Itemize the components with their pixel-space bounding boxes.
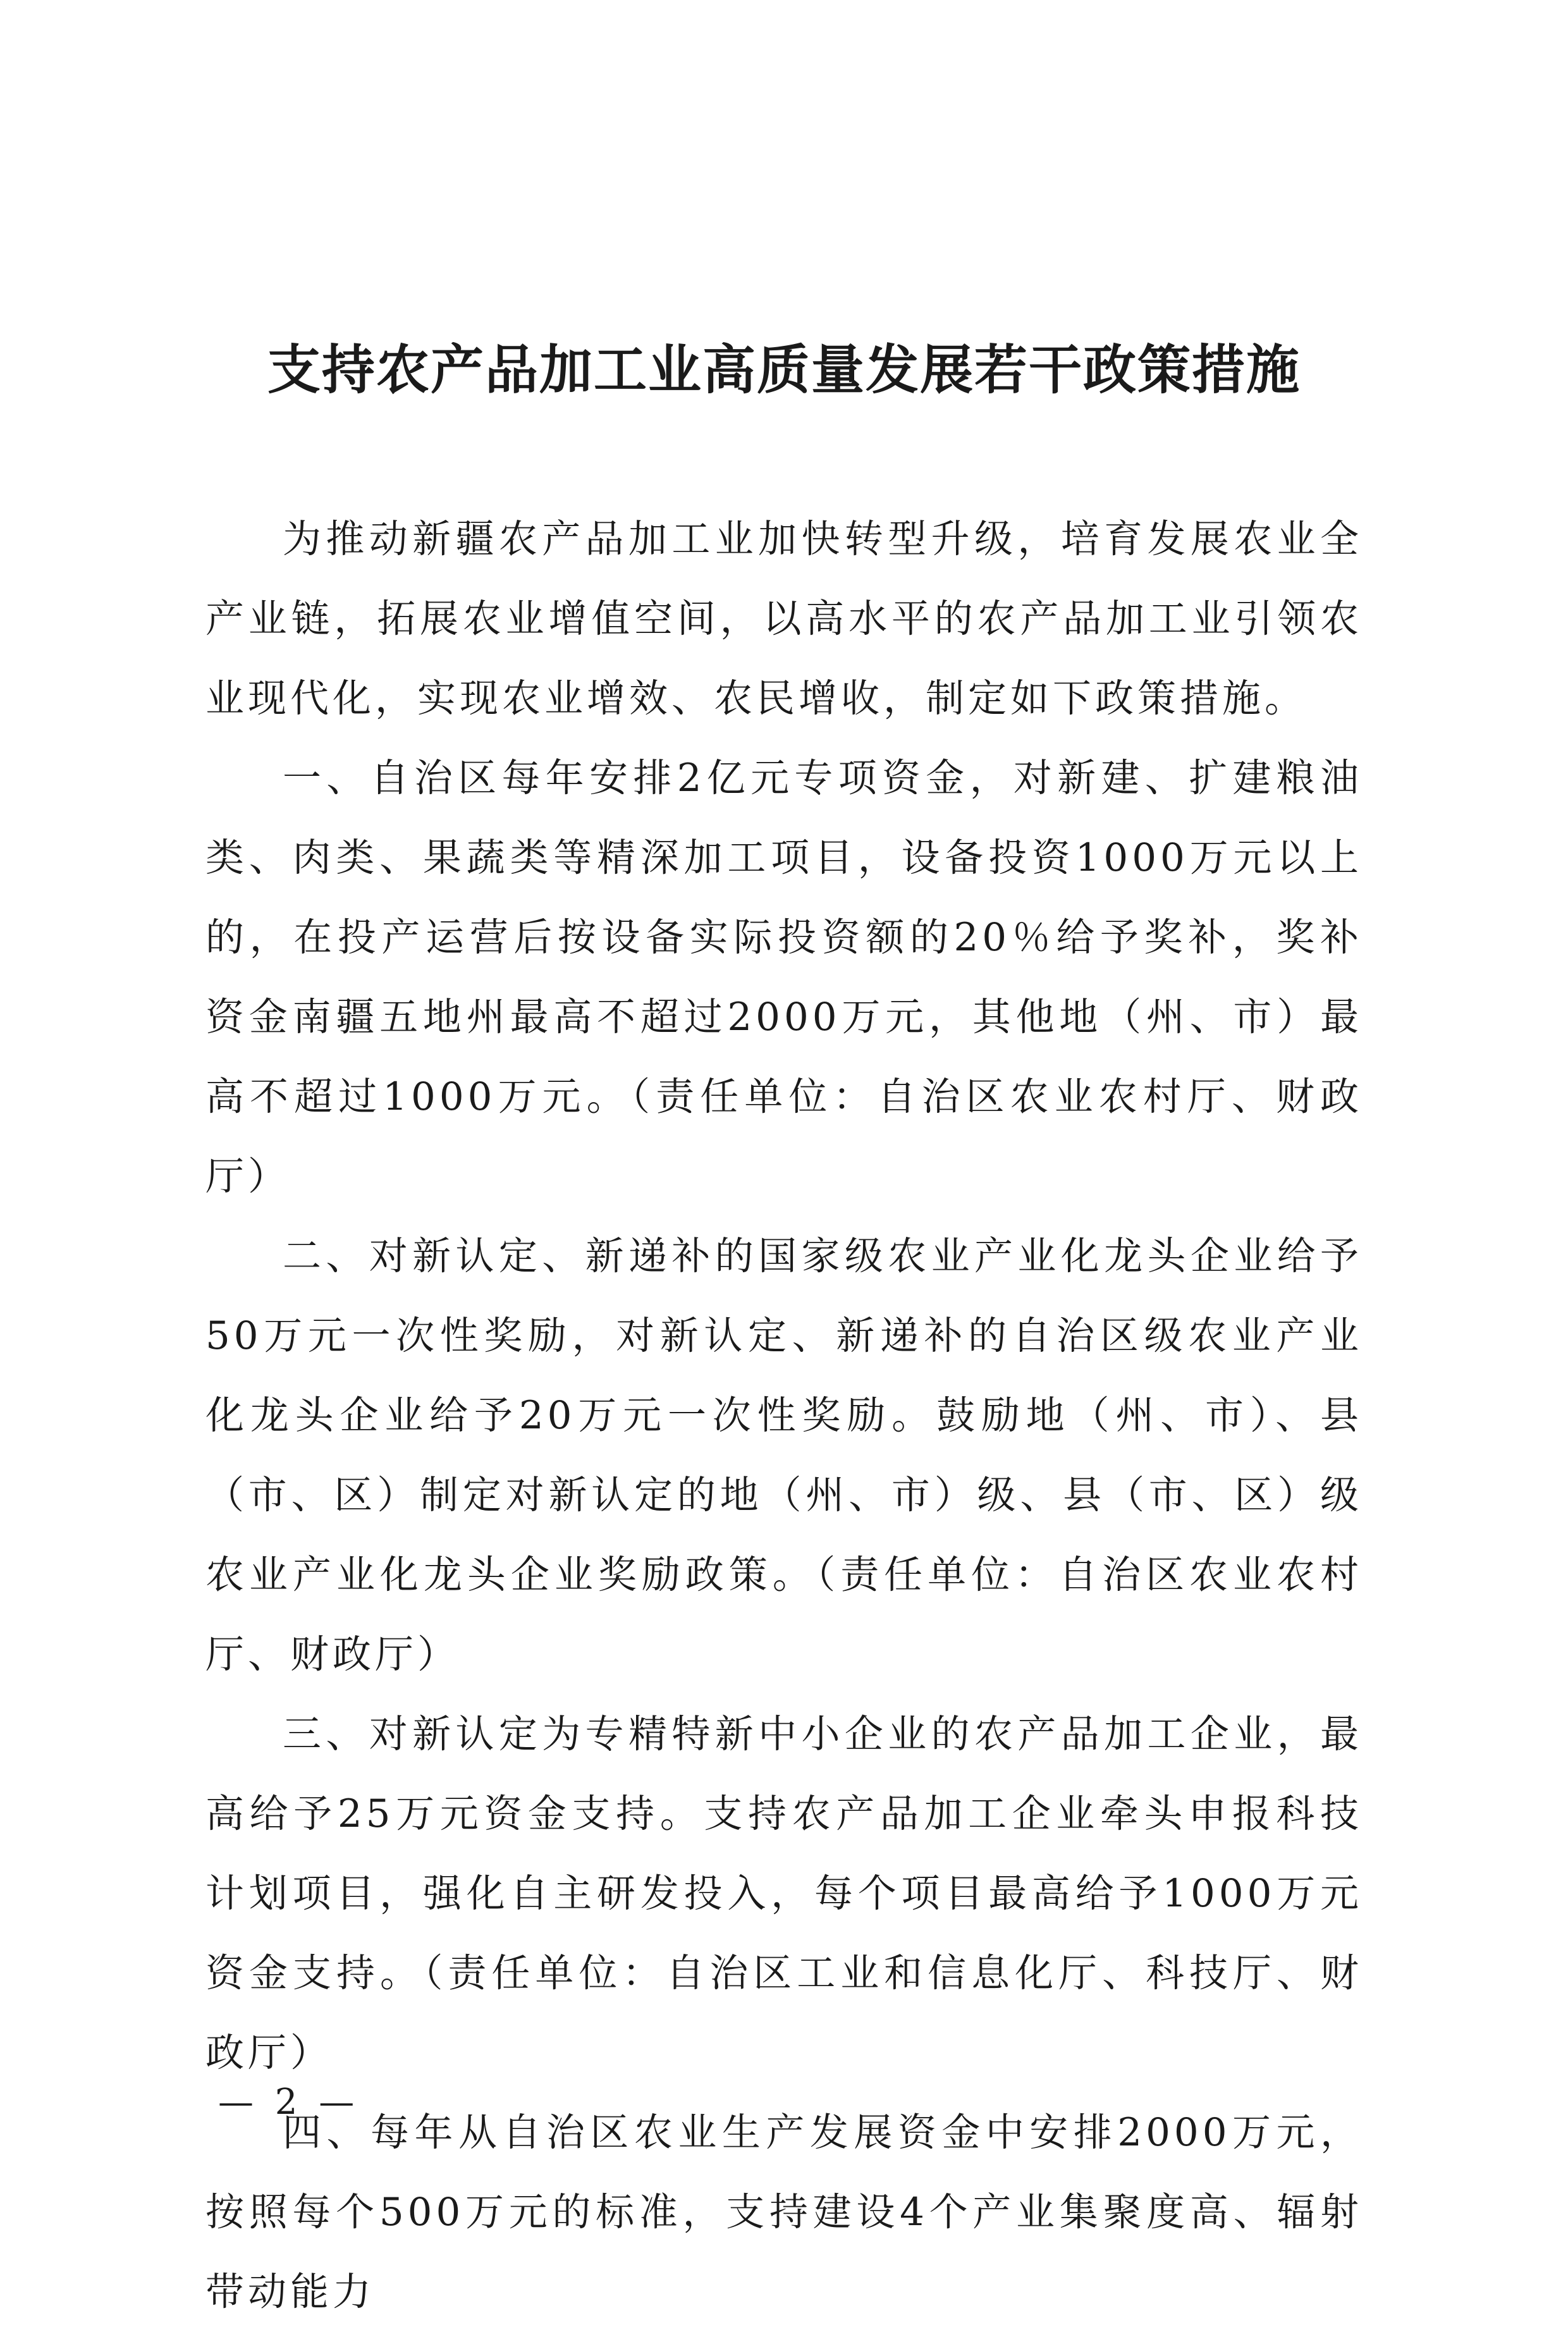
paragraph-intro: 为推动新疆农产品加工业加快转型升级，培育发展农业全产业链，拓展农业增值空间，以高水平的农产品加工业引领农业现代化，实现农业增效、农民增收，制定如下政策措施。 — [205, 517, 1363, 721]
page-number: — 2 — — [218, 2082, 360, 2123]
document-body — [205, 500, 1363, 2332]
paragraph-policy-1: 一、自治区每年安排2亿元专项资金，对新建、扩建粮油类、肉类、果蔬类等精深加工项目，设备投资1000万元以上的，在投产运营后按设备实际投资额的20％给予奖补，奖补资金南疆五地州最高不超过2000万元，其他地（州、市）最高不超过1000万元。（责任单位：自治区农业农村厅、财政厅） — [205, 756, 1363, 1199]
paragraph-policy-2: 二、对新认定、新递补的国家级农业产业化龙头企业给予50万元一次性奖励，对新认定、新递补的自治区级农业产业化龙头企业给予20万元一次性奖励。鼓励地（州、市）、县（市、区）制定对新认定的地（州、市）级、县（市、区）级农业产业化龙头企业奖励政策。（责任单位：自治区农业农村厅、财政厅） — [205, 1234, 1363, 1677]
paragraph-policy-3: 三、对新认定为专精特新中小企业的农产品加工企业，最高给予25万元资金支持。支持农产品加工企业牵头申报科技计划项目，强化自主研发投入，每个项目最高给予1000万元资金支持。（责任单位：自治区工业和信息化厅、科技厅、财政厅） — [205, 1712, 1363, 2075]
document-title: 支持农产品加工业高质量发展若干政策措施 — [267, 339, 1301, 401]
paragraph-policy-4: 四、每年从自治区农业生产发展资金中安排2000万元，按照每个500万元的标准，支持建设4个产业集聚度高、辐射带动能力 — [205, 2110, 1363, 2314]
